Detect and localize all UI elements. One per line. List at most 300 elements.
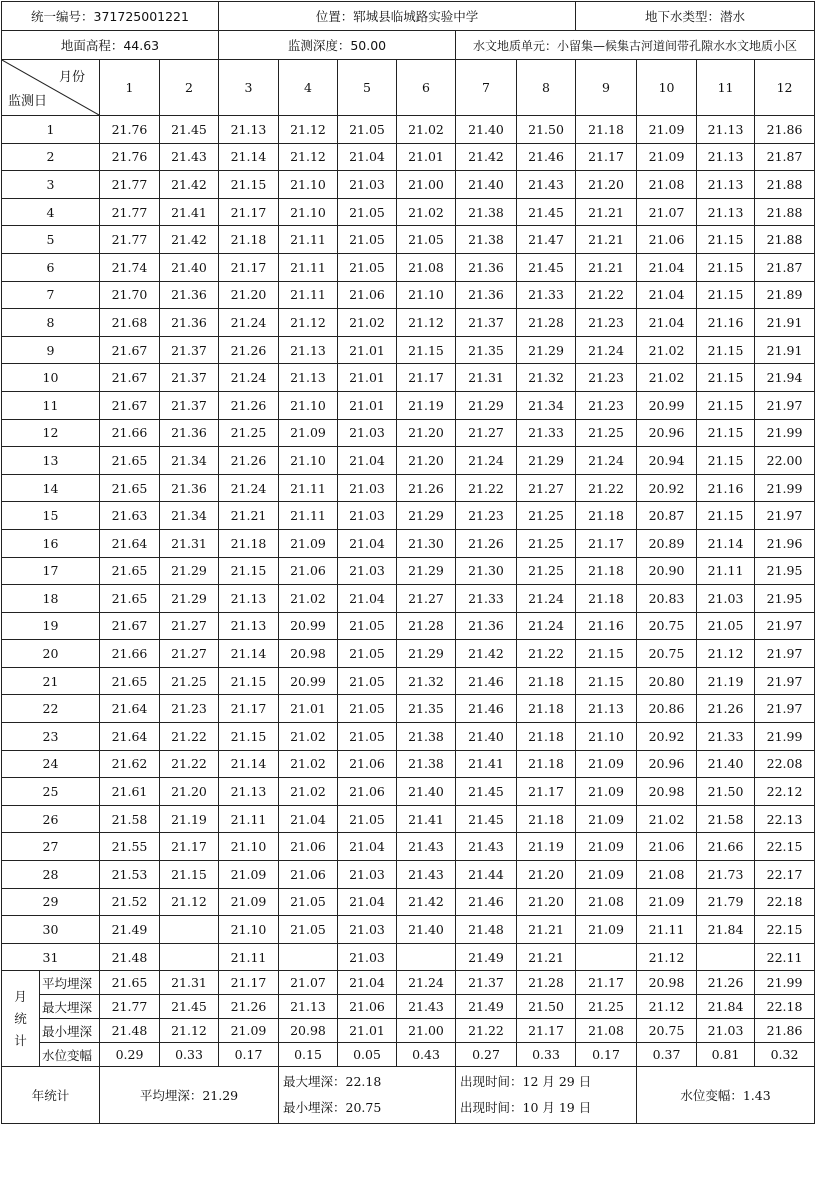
day-cell: 8 bbox=[2, 309, 100, 337]
location: 位置：郓城县临城路实验中学 bbox=[219, 2, 576, 31]
table-row bbox=[2, 474, 815, 502]
table-row bbox=[2, 695, 815, 723]
value-cell: 21.64 bbox=[100, 695, 160, 723]
value-cell: 21.03 bbox=[338, 557, 397, 585]
value-cell bbox=[160, 943, 219, 971]
value-cell: 22.15 bbox=[755, 916, 815, 944]
value-cell: 21.05 bbox=[338, 640, 397, 668]
value-cell: 21.02 bbox=[637, 364, 697, 392]
value-cell: 21.19 bbox=[160, 805, 219, 833]
value-cell: 20.83 bbox=[637, 585, 697, 613]
value-cell: 21.74 bbox=[100, 253, 160, 281]
value-cell: 21.77 bbox=[100, 226, 160, 254]
value-cell: 21.17 bbox=[160, 833, 219, 861]
value-cell: 21.20 bbox=[517, 888, 576, 916]
stats-value-cell: 21.00 bbox=[397, 1019, 456, 1043]
value-cell: 21.09 bbox=[219, 888, 279, 916]
value-cell: 21.48 bbox=[456, 916, 517, 944]
stats-row bbox=[2, 971, 815, 995]
value-cell: 21.46 bbox=[456, 695, 517, 723]
stats-value-cell: 0.17 bbox=[219, 1043, 279, 1067]
value-cell: 21.31 bbox=[160, 529, 219, 557]
value-cell: 21.95 bbox=[755, 557, 815, 585]
value-cell: 21.27 bbox=[160, 612, 219, 640]
value-cell: 21.45 bbox=[456, 778, 517, 806]
value-cell: 21.48 bbox=[100, 943, 160, 971]
value-cell: 21.23 bbox=[160, 695, 219, 723]
day-cell: 3 bbox=[2, 171, 100, 199]
value-cell: 22.17 bbox=[755, 861, 815, 889]
table-row bbox=[2, 916, 815, 944]
value-cell: 21.17 bbox=[517, 778, 576, 806]
day-cell: 12 bbox=[2, 419, 100, 447]
value-cell: 21.34 bbox=[517, 391, 576, 419]
value-cell: 21.15 bbox=[697, 226, 755, 254]
table-row bbox=[2, 226, 815, 254]
day-cell: 18 bbox=[2, 585, 100, 613]
value-cell: 21.91 bbox=[755, 309, 815, 337]
value-cell: 21.15 bbox=[697, 364, 755, 392]
value-cell: 21.25 bbox=[517, 557, 576, 585]
stats-label: 最大埋深 bbox=[40, 995, 100, 1019]
value-cell: 20.99 bbox=[637, 391, 697, 419]
annual-max-depth: 最大埋深：22.18 bbox=[283, 1074, 382, 1090]
value-cell: 21.17 bbox=[576, 143, 637, 171]
value-cell: 21.15 bbox=[697, 447, 755, 475]
stats-value-cell: 21.04 bbox=[338, 971, 397, 995]
value-cell: 21.77 bbox=[100, 198, 160, 226]
value-cell: 21.28 bbox=[397, 612, 456, 640]
value-cell: 21.05 bbox=[338, 198, 397, 226]
value-cell: 21.21 bbox=[219, 502, 279, 530]
value-cell: 21.64 bbox=[100, 723, 160, 751]
value-cell: 21.66 bbox=[100, 640, 160, 668]
value-cell: 21.09 bbox=[637, 116, 697, 144]
value-cell: 21.36 bbox=[160, 281, 219, 309]
value-cell: 21.37 bbox=[160, 391, 219, 419]
value-cell: 21.06 bbox=[338, 281, 397, 309]
value-cell: 21.04 bbox=[338, 585, 397, 613]
value-cell: 20.92 bbox=[637, 723, 697, 751]
value-cell: 21.14 bbox=[697, 529, 755, 557]
value-cell: 21.01 bbox=[279, 695, 338, 723]
month-header: 6 bbox=[397, 60, 456, 116]
value-cell: 21.11 bbox=[279, 226, 338, 254]
value-cell: 21.36 bbox=[456, 281, 517, 309]
table-row bbox=[2, 943, 815, 971]
value-cell: 21.01 bbox=[338, 391, 397, 419]
value-cell: 21.03 bbox=[338, 171, 397, 199]
value-cell: 21.05 bbox=[279, 916, 338, 944]
value-cell: 21.27 bbox=[160, 640, 219, 668]
value-cell: 21.08 bbox=[397, 253, 456, 281]
value-cell: 21.46 bbox=[517, 143, 576, 171]
month-header: 9 bbox=[576, 60, 637, 116]
monthly-stats-group-label bbox=[2, 971, 40, 1067]
value-cell: 21.21 bbox=[517, 916, 576, 944]
value-cell: 21.05 bbox=[397, 226, 456, 254]
value-cell: 21.05 bbox=[338, 667, 397, 695]
value-cell: 21.65 bbox=[100, 667, 160, 695]
value-cell: 21.30 bbox=[397, 529, 456, 557]
table-row bbox=[2, 585, 815, 613]
stats-value-cell: 21.09 bbox=[219, 1019, 279, 1043]
value-cell: 21.62 bbox=[100, 750, 160, 778]
value-cell: 21.03 bbox=[338, 943, 397, 971]
value-cell: 21.12 bbox=[397, 309, 456, 337]
value-cell: 21.19 bbox=[517, 833, 576, 861]
value-cell: 21.20 bbox=[576, 171, 637, 199]
value-cell: 21.20 bbox=[397, 419, 456, 447]
min-occurrence-time: 出现时间：10 月 19 日 bbox=[460, 1100, 592, 1116]
stats-value-cell: 21.77 bbox=[100, 995, 160, 1019]
value-cell: 21.50 bbox=[517, 116, 576, 144]
value-cell: 21.04 bbox=[338, 888, 397, 916]
value-cell: 21.87 bbox=[755, 253, 815, 281]
value-cell: 21.12 bbox=[279, 309, 338, 337]
stats-value-cell: 0.43 bbox=[397, 1043, 456, 1067]
value-cell: 21.97 bbox=[755, 391, 815, 419]
value-cell: 21.18 bbox=[576, 557, 637, 585]
value-cell: 21.22 bbox=[517, 640, 576, 668]
stats-label: 水位变幅 bbox=[40, 1043, 100, 1067]
value-cell: 21.28 bbox=[517, 309, 576, 337]
value-cell: 21.35 bbox=[397, 695, 456, 723]
value-cell: 21.96 bbox=[755, 529, 815, 557]
value-cell: 21.15 bbox=[697, 502, 755, 530]
value-cell: 21.12 bbox=[279, 143, 338, 171]
value-cell: 21.02 bbox=[279, 750, 338, 778]
value-cell: 21.05 bbox=[338, 226, 397, 254]
table-row bbox=[2, 640, 815, 668]
value-cell: 21.09 bbox=[219, 861, 279, 889]
value-cell: 21.10 bbox=[279, 447, 338, 475]
value-cell: 21.97 bbox=[755, 667, 815, 695]
value-cell: 21.06 bbox=[279, 557, 338, 585]
value-cell: 20.98 bbox=[279, 640, 338, 668]
table-row bbox=[2, 861, 815, 889]
value-cell: 20.89 bbox=[637, 529, 697, 557]
value-cell: 21.29 bbox=[397, 557, 456, 585]
value-cell: 21.17 bbox=[219, 198, 279, 226]
value-cell: 21.22 bbox=[576, 281, 637, 309]
value-cell: 21.97 bbox=[755, 695, 815, 723]
value-cell: 21.02 bbox=[279, 585, 338, 613]
value-cell: 21.13 bbox=[219, 116, 279, 144]
value-cell: 21.11 bbox=[219, 805, 279, 833]
table-row bbox=[2, 667, 815, 695]
value-cell: 21.13 bbox=[697, 171, 755, 199]
value-cell: 21.44 bbox=[456, 861, 517, 889]
stats-value-cell: 0.37 bbox=[637, 1043, 697, 1067]
value-cell: 21.30 bbox=[456, 557, 517, 585]
value-cell: 21.05 bbox=[338, 612, 397, 640]
value-cell: 21.34 bbox=[160, 447, 219, 475]
month-header: 12 bbox=[755, 60, 815, 116]
value-cell: 21.07 bbox=[637, 198, 697, 226]
annual-average-depth: 平均埋深：21.29 bbox=[100, 1067, 279, 1124]
ground-elevation: 地面高程：44.63 bbox=[2, 31, 219, 60]
value-cell: 21.42 bbox=[397, 888, 456, 916]
table-row bbox=[2, 391, 815, 419]
stats-value-cell: 21.50 bbox=[517, 995, 576, 1019]
value-cell: 21.68 bbox=[100, 309, 160, 337]
value-cell: 21.22 bbox=[160, 750, 219, 778]
value-cell: 21.05 bbox=[697, 612, 755, 640]
stats-value-cell: 0.32 bbox=[755, 1043, 815, 1067]
value-cell: 21.21 bbox=[576, 226, 637, 254]
table-row bbox=[2, 198, 815, 226]
value-cell: 21.11 bbox=[697, 557, 755, 585]
value-cell: 21.97 bbox=[755, 640, 815, 668]
value-cell: 21.53 bbox=[100, 861, 160, 889]
value-cell: 21.24 bbox=[219, 364, 279, 392]
value-cell: 20.80 bbox=[637, 667, 697, 695]
value-cell: 21.88 bbox=[755, 226, 815, 254]
value-cell: 21.47 bbox=[517, 226, 576, 254]
value-cell: 21.14 bbox=[219, 750, 279, 778]
stats-value-cell: 21.48 bbox=[100, 1019, 160, 1043]
value-cell: 21.13 bbox=[219, 585, 279, 613]
stats-row bbox=[2, 1043, 815, 1067]
value-cell: 21.05 bbox=[279, 888, 338, 916]
table-row bbox=[2, 364, 815, 392]
water-type: 地下水类型：潜水 bbox=[576, 2, 815, 31]
value-cell: 22.00 bbox=[755, 447, 815, 475]
value-cell: 21.40 bbox=[397, 916, 456, 944]
day-cell: 24 bbox=[2, 750, 100, 778]
value-cell: 21.33 bbox=[697, 723, 755, 751]
day-axis-label: 监测日 bbox=[8, 94, 48, 109]
value-cell: 21.42 bbox=[160, 226, 219, 254]
value-cell: 21.40 bbox=[456, 116, 517, 144]
value-cell: 21.02 bbox=[637, 805, 697, 833]
value-cell: 21.29 bbox=[160, 585, 219, 613]
value-cell: 21.15 bbox=[219, 557, 279, 585]
group-label-char: 统 bbox=[14, 1010, 27, 1026]
value-cell: 21.25 bbox=[517, 502, 576, 530]
day-cell: 4 bbox=[2, 198, 100, 226]
stats-value-cell: 21.86 bbox=[755, 1019, 815, 1043]
table-row bbox=[2, 143, 815, 171]
value-cell: 21.04 bbox=[637, 253, 697, 281]
value-cell: 21.45 bbox=[456, 805, 517, 833]
stats-value-cell: 21.28 bbox=[517, 971, 576, 995]
value-cell bbox=[279, 943, 338, 971]
value-cell: 21.66 bbox=[697, 833, 755, 861]
header-row-2 bbox=[2, 31, 815, 60]
value-cell: 21.13 bbox=[576, 695, 637, 723]
month-header: 4 bbox=[279, 60, 338, 116]
stats-value-cell: 0.05 bbox=[338, 1043, 397, 1067]
month-header: 7 bbox=[456, 60, 517, 116]
table-row bbox=[2, 557, 815, 585]
value-cell: 21.18 bbox=[517, 750, 576, 778]
value-cell: 20.92 bbox=[637, 474, 697, 502]
value-cell: 21.26 bbox=[219, 447, 279, 475]
value-cell: 21.40 bbox=[456, 723, 517, 751]
day-cell: 21 bbox=[2, 667, 100, 695]
stats-value-cell: 21.06 bbox=[338, 995, 397, 1019]
value-cell: 21.67 bbox=[100, 612, 160, 640]
day-cell: 13 bbox=[2, 447, 100, 475]
value-cell: 21.21 bbox=[576, 198, 637, 226]
value-cell: 21.36 bbox=[160, 474, 219, 502]
value-cell: 21.29 bbox=[517, 336, 576, 364]
value-cell: 21.13 bbox=[697, 143, 755, 171]
value-cell: 21.76 bbox=[100, 116, 160, 144]
value-cell: 21.10 bbox=[279, 198, 338, 226]
value-cell: 21.15 bbox=[576, 667, 637, 695]
value-cell: 21.12 bbox=[279, 116, 338, 144]
value-cell: 21.15 bbox=[697, 391, 755, 419]
day-cell: 10 bbox=[2, 364, 100, 392]
value-cell: 21.15 bbox=[219, 171, 279, 199]
value-cell: 21.26 bbox=[697, 695, 755, 723]
value-cell: 21.18 bbox=[219, 226, 279, 254]
value-cell: 21.03 bbox=[338, 502, 397, 530]
value-cell: 21.04 bbox=[637, 281, 697, 309]
group-label-char: 计 bbox=[14, 1032, 27, 1048]
value-cell: 21.21 bbox=[517, 943, 576, 971]
value-cell: 21.02 bbox=[279, 778, 338, 806]
value-cell: 21.09 bbox=[576, 805, 637, 833]
value-cell: 21.32 bbox=[517, 364, 576, 392]
value-cell: 21.26 bbox=[397, 474, 456, 502]
value-cell: 21.18 bbox=[517, 667, 576, 695]
value-cell: 21.50 bbox=[697, 778, 755, 806]
table-row bbox=[2, 419, 815, 447]
day-cell: 16 bbox=[2, 529, 100, 557]
value-cell: 21.41 bbox=[160, 198, 219, 226]
value-cell: 21.29 bbox=[160, 557, 219, 585]
stats-value-cell: 0.17 bbox=[576, 1043, 637, 1067]
value-cell: 21.27 bbox=[517, 474, 576, 502]
value-cell: 21.97 bbox=[755, 612, 815, 640]
value-cell: 21.27 bbox=[397, 585, 456, 613]
diagonal-header-cell bbox=[2, 60, 100, 116]
value-cell: 21.00 bbox=[397, 171, 456, 199]
stats-value-cell: 0.27 bbox=[456, 1043, 517, 1067]
value-cell: 21.99 bbox=[755, 723, 815, 751]
stats-value-cell: 21.43 bbox=[397, 995, 456, 1019]
stats-value-cell: 21.49 bbox=[456, 995, 517, 1019]
table-row bbox=[2, 529, 815, 557]
day-cell: 31 bbox=[2, 943, 100, 971]
value-cell: 21.94 bbox=[755, 364, 815, 392]
stats-value-cell: 21.25 bbox=[576, 995, 637, 1019]
value-cell: 21.43 bbox=[397, 861, 456, 889]
monitoring-table bbox=[1, 1, 815, 1124]
value-cell: 21.05 bbox=[338, 253, 397, 281]
value-cell: 21.15 bbox=[576, 640, 637, 668]
stats-value-cell: 0.33 bbox=[517, 1043, 576, 1067]
value-cell: 21.27 bbox=[456, 419, 517, 447]
value-cell: 21.19 bbox=[397, 391, 456, 419]
value-cell: 21.11 bbox=[279, 474, 338, 502]
value-cell: 20.99 bbox=[279, 667, 338, 695]
value-cell: 21.25 bbox=[219, 419, 279, 447]
value-cell: 21.17 bbox=[219, 695, 279, 723]
value-cell: 21.38 bbox=[397, 750, 456, 778]
annual-stats-row bbox=[2, 1067, 815, 1124]
stats-value-cell: 21.17 bbox=[517, 1019, 576, 1043]
value-cell: 21.41 bbox=[456, 750, 517, 778]
value-cell: 21.58 bbox=[697, 805, 755, 833]
value-cell: 20.75 bbox=[637, 640, 697, 668]
value-cell: 21.58 bbox=[100, 805, 160, 833]
value-cell: 21.36 bbox=[160, 419, 219, 447]
value-cell: 21.22 bbox=[576, 474, 637, 502]
value-cell: 21.06 bbox=[637, 226, 697, 254]
value-cell: 21.45 bbox=[517, 198, 576, 226]
table-row bbox=[2, 723, 815, 751]
day-cell: 20 bbox=[2, 640, 100, 668]
value-cell: 21.88 bbox=[755, 171, 815, 199]
value-cell: 21.15 bbox=[219, 667, 279, 695]
value-cell bbox=[397, 943, 456, 971]
value-cell: 21.38 bbox=[456, 226, 517, 254]
value-cell: 21.26 bbox=[219, 391, 279, 419]
value-cell: 21.02 bbox=[397, 116, 456, 144]
value-cell: 20.98 bbox=[637, 778, 697, 806]
value-cell: 21.04 bbox=[338, 529, 397, 557]
table-row bbox=[2, 309, 815, 337]
value-cell: 20.86 bbox=[637, 695, 697, 723]
table-row bbox=[2, 805, 815, 833]
month-header: 1 bbox=[100, 60, 160, 116]
value-cell: 21.40 bbox=[456, 171, 517, 199]
stats-label: 最小埋深 bbox=[40, 1019, 100, 1043]
value-cell: 20.96 bbox=[637, 419, 697, 447]
value-cell: 21.14 bbox=[219, 143, 279, 171]
value-cell: 21.16 bbox=[697, 474, 755, 502]
value-cell: 21.79 bbox=[697, 888, 755, 916]
value-cell: 21.24 bbox=[576, 336, 637, 364]
day-cell: 29 bbox=[2, 888, 100, 916]
value-cell: 21.37 bbox=[160, 364, 219, 392]
stats-value-cell: 21.22 bbox=[456, 1019, 517, 1043]
value-cell: 21.24 bbox=[517, 612, 576, 640]
table-row bbox=[2, 888, 815, 916]
value-cell: 21.24 bbox=[219, 474, 279, 502]
value-cell: 21.33 bbox=[517, 281, 576, 309]
day-cell: 15 bbox=[2, 502, 100, 530]
value-cell: 21.01 bbox=[397, 143, 456, 171]
stats-value-cell: 20.98 bbox=[637, 971, 697, 995]
stats-value-cell: 22.18 bbox=[755, 995, 815, 1019]
stats-value-cell: 21.07 bbox=[279, 971, 338, 995]
value-cell: 21.05 bbox=[338, 723, 397, 751]
value-cell: 21.65 bbox=[100, 557, 160, 585]
value-cell: 21.35 bbox=[456, 336, 517, 364]
value-cell: 21.15 bbox=[697, 281, 755, 309]
month-header: 11 bbox=[697, 60, 755, 116]
value-cell: 21.91 bbox=[755, 336, 815, 364]
value-cell: 21.15 bbox=[697, 419, 755, 447]
value-cell: 21.19 bbox=[697, 667, 755, 695]
value-cell bbox=[697, 943, 755, 971]
value-cell: 21.40 bbox=[160, 253, 219, 281]
table-row bbox=[2, 253, 815, 281]
value-cell: 21.63 bbox=[100, 502, 160, 530]
day-cell: 23 bbox=[2, 723, 100, 751]
value-cell: 21.13 bbox=[697, 116, 755, 144]
value-cell: 21.03 bbox=[697, 585, 755, 613]
value-cell: 21.17 bbox=[219, 253, 279, 281]
column-header-row bbox=[2, 60, 815, 116]
stats-value-cell: 21.24 bbox=[397, 971, 456, 995]
